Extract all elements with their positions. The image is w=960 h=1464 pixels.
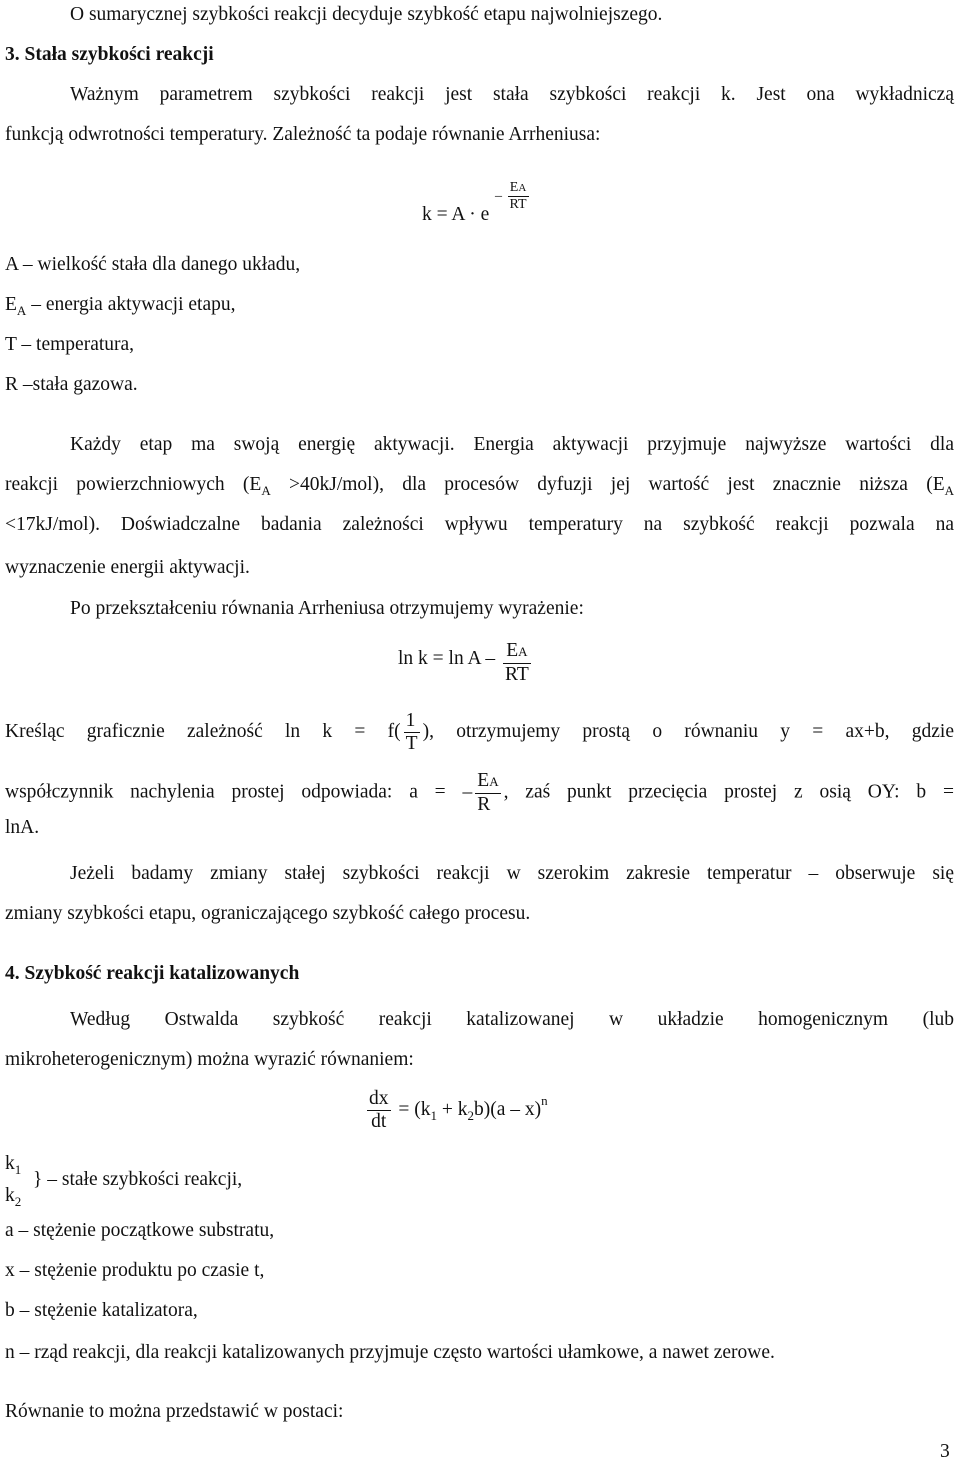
ln-equation: [398, 640, 534, 686]
arrhenius-lhs: k = A · e: [422, 204, 490, 225]
k1-sub: 1: [14, 1162, 22, 1177]
ln-den: RT: [505, 664, 529, 685]
slope-den: R: [477, 794, 491, 815]
arrhenius-exponent: [495, 180, 532, 213]
ea-sub-1: A: [261, 483, 271, 498]
k2-symbol: [5, 1184, 21, 1209]
ln-lhs: ln k = ln A –: [398, 648, 496, 670]
closing-line: Równanie to można przedstawić w postaci:: [5, 1401, 344, 1422]
temp-range-line1: Jeżeli badamy zmiany stałej szybkości reakcji w szerokim zakresie temperatur – obserwuje się: [70, 863, 954, 884]
arrhenius-equation: [422, 204, 489, 226]
ost-sub-2: 2: [467, 1107, 474, 1123]
intro-line: O sumarycznej szybkości reakcji decyduje szybkość etapu najwolniejszego.: [70, 4, 663, 25]
activation-para-line2-b: >40kJ/mol), dla procesów dyfuzji jej wartość jest znacznie niższa (E: [289, 474, 945, 495]
ost-rhs-3: b)(a – x): [474, 1098, 542, 1120]
slope-a-lhs: a = –: [409, 781, 473, 803]
inv-num: 1: [404, 710, 420, 733]
k1-letter: k: [5, 1153, 15, 1174]
paragraph-arrhenius-line1: Ważnym parametrem szybkości reakcji jest stała szybkości reakcji k. Jest ona wykładniczą: [70, 84, 954, 105]
activation-para-line4: wyznaczenie energii aktywacji.: [5, 557, 250, 578]
plot-line-b: ), otrzymujemy prostą o równaniu y = ax+b, gdzie: [422, 720, 954, 742]
ostwald-line1: Według Ostwalda szybkość reakcji katalizowanej w układzie homogenicznym (lub: [70, 1009, 954, 1030]
plot-line: [5, 710, 954, 755]
ost-rhs-1: = (k: [398, 1098, 431, 1120]
slope-num: E: [477, 770, 490, 791]
paragraph-arrhenius-line2: funkcją odwrotności temperatury. Zależność ta podaje równanie Arrheniusa:: [5, 124, 601, 145]
slope-line: [5, 770, 954, 816]
def-EA: $E_A$ – energia aktywacji etapu,: [5, 294, 236, 318]
ln-num-sub: A: [518, 644, 528, 659]
activation-para-line1: Każdy etap ma swoją energię aktywacji. Energia aktywacji przyjmuje najwyższe wartości dla: [70, 434, 954, 455]
k-definition: } – stałe szybkości reakcji,: [33, 1169, 243, 1190]
slope-line-a: współczynnik nachylenia prostej odpowiada:: [5, 781, 393, 803]
activation-para-line2: [5, 473, 954, 498]
k1-symbol: [5, 1152, 21, 1177]
section-3-heading: 3. Stała szybkości reakcji: [5, 44, 214, 65]
def-R: R –stała gazowa.: [5, 374, 138, 395]
ea-sub-2: A: [944, 483, 954, 498]
transform-intro: Po przekształceniu równania Arrheniusa otrzymujemy wyrażenie:: [70, 598, 584, 619]
def-n: n – rząd reakcji, dla reakcji katalizowanych przyjmuje często wartości ułamkowe, a nawet zerowe.: [5, 1342, 775, 1363]
def-T: T – temperatura,: [5, 334, 135, 355]
def-EA-sub: A: [16, 303, 27, 318]
exponent-num: E: [509, 180, 519, 195]
ostwald-line2: mikroheterogenicznym) można wyrazić równaniem:: [5, 1049, 414, 1070]
activation-para-line3: <17kJ/mol). Doświadczalne badania zależności wpływu temperatury na szybkość reakcji pozwala na: [5, 514, 954, 535]
ost-den: dt: [371, 1111, 387, 1132]
exponent-den: RT: [509, 197, 527, 212]
ost-rhs-2: + k: [441, 1098, 468, 1120]
page-number: 3: [940, 1441, 950, 1462]
def-x: x – stężenie produktu po czasie t,: [5, 1260, 265, 1281]
ost-num: dx: [369, 1088, 389, 1109]
k2-sub: 2: [14, 1194, 22, 1209]
k2-letter: k: [5, 1185, 15, 1206]
def-b: b – stężenie katalizatora,: [5, 1300, 198, 1321]
def-A: A – wielkość stała dla danego układu,: [5, 254, 301, 275]
def-a: a – stężenie początkowe substratu,: [5, 1220, 275, 1241]
slope-num-sub: A: [489, 774, 499, 789]
ostwald-equation: [364, 1088, 548, 1133]
exponent-num-sub: A: [518, 182, 527, 194]
exponent-minus: –: [495, 188, 502, 204]
def-EA-text: energia aktywacji etapu,: [45, 294, 236, 315]
ost-sub-1: 1: [430, 1107, 437, 1123]
plot-line-a: Kreśląc graficznie zależność ln k = f(: [5, 720, 401, 742]
inv-den: T: [405, 733, 418, 754]
intercept-value: lnA.: [5, 817, 40, 838]
ln-num: E: [506, 640, 519, 661]
def-EA-symbol: E: [5, 294, 17, 315]
ost-exponent: n: [541, 1092, 548, 1108]
section-4-heading: 4. Szybkość reakcji katalizowanych: [5, 963, 300, 984]
temp-range-line2: zmiany szybkości etapu, ograniczającego szybkość całego procesu.: [5, 903, 531, 924]
activation-para-line2-a: reakcji powierzchniowych (E: [5, 474, 262, 495]
slope-line-b: , zaś punkt przecięcia prostej z osią OY: b =: [503, 781, 954, 803]
